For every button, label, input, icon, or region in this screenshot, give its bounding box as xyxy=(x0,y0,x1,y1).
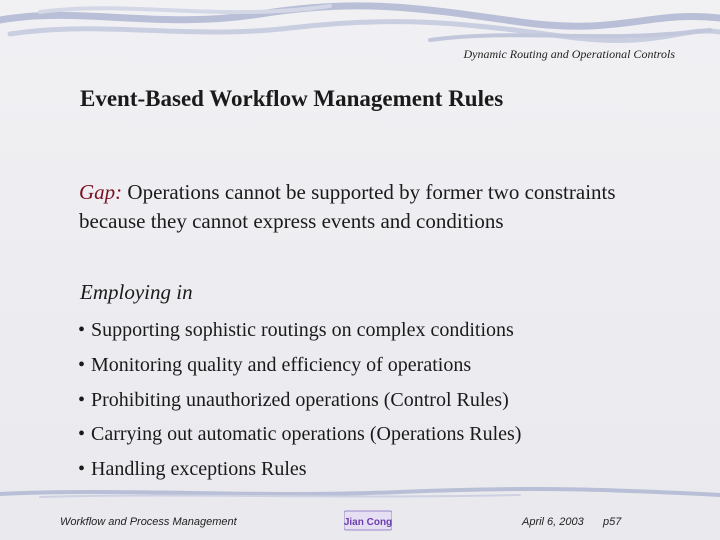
gap-paragraph xyxy=(79,178,619,236)
employing-heading: Employing in xyxy=(80,280,193,304)
bullet-text: Carrying out automatic operations (Operations Rules) xyxy=(91,423,522,446)
author-logo xyxy=(344,508,392,532)
gap-text: Operations cannot be supported by former two constraints because they cannot express events and conditions xyxy=(79,180,616,233)
bullet-dot: • xyxy=(78,353,86,376)
bullet-text: Prohibiting unauthorized operations (Control Rules) xyxy=(91,388,509,411)
running-header: Dynamic Routing and Operational Controls xyxy=(463,47,675,61)
decorative-swoosh-bottom xyxy=(0,486,720,500)
bullet-item xyxy=(78,314,521,349)
bullet-item xyxy=(78,349,521,384)
bullet-item xyxy=(78,453,521,488)
slide-title: Event-Based Workflow Management Rules xyxy=(80,86,504,111)
bullet-text: Handling exceptions Rules xyxy=(91,458,307,481)
bullet-dot: • xyxy=(78,458,86,481)
bullet-dot: • xyxy=(78,423,86,446)
footer-course: Workflow and Process Management xyxy=(60,516,237,528)
logo-text: Jian Cong xyxy=(344,517,392,528)
page-number: p57 xyxy=(603,516,622,528)
bullet-text: Supporting sophistic routings on complex conditions xyxy=(91,319,514,341)
footer-date: April 6, 2003 xyxy=(522,516,584,528)
bullet-dot: • xyxy=(78,388,86,411)
bullet-text: Monitoring quality and efficiency of operations xyxy=(91,353,472,376)
bullet-dot: • xyxy=(78,319,86,341)
bullet-list xyxy=(78,314,521,488)
bullet-item xyxy=(78,384,521,419)
bullet-item xyxy=(78,418,521,453)
gap-label: Gap: xyxy=(79,180,123,204)
